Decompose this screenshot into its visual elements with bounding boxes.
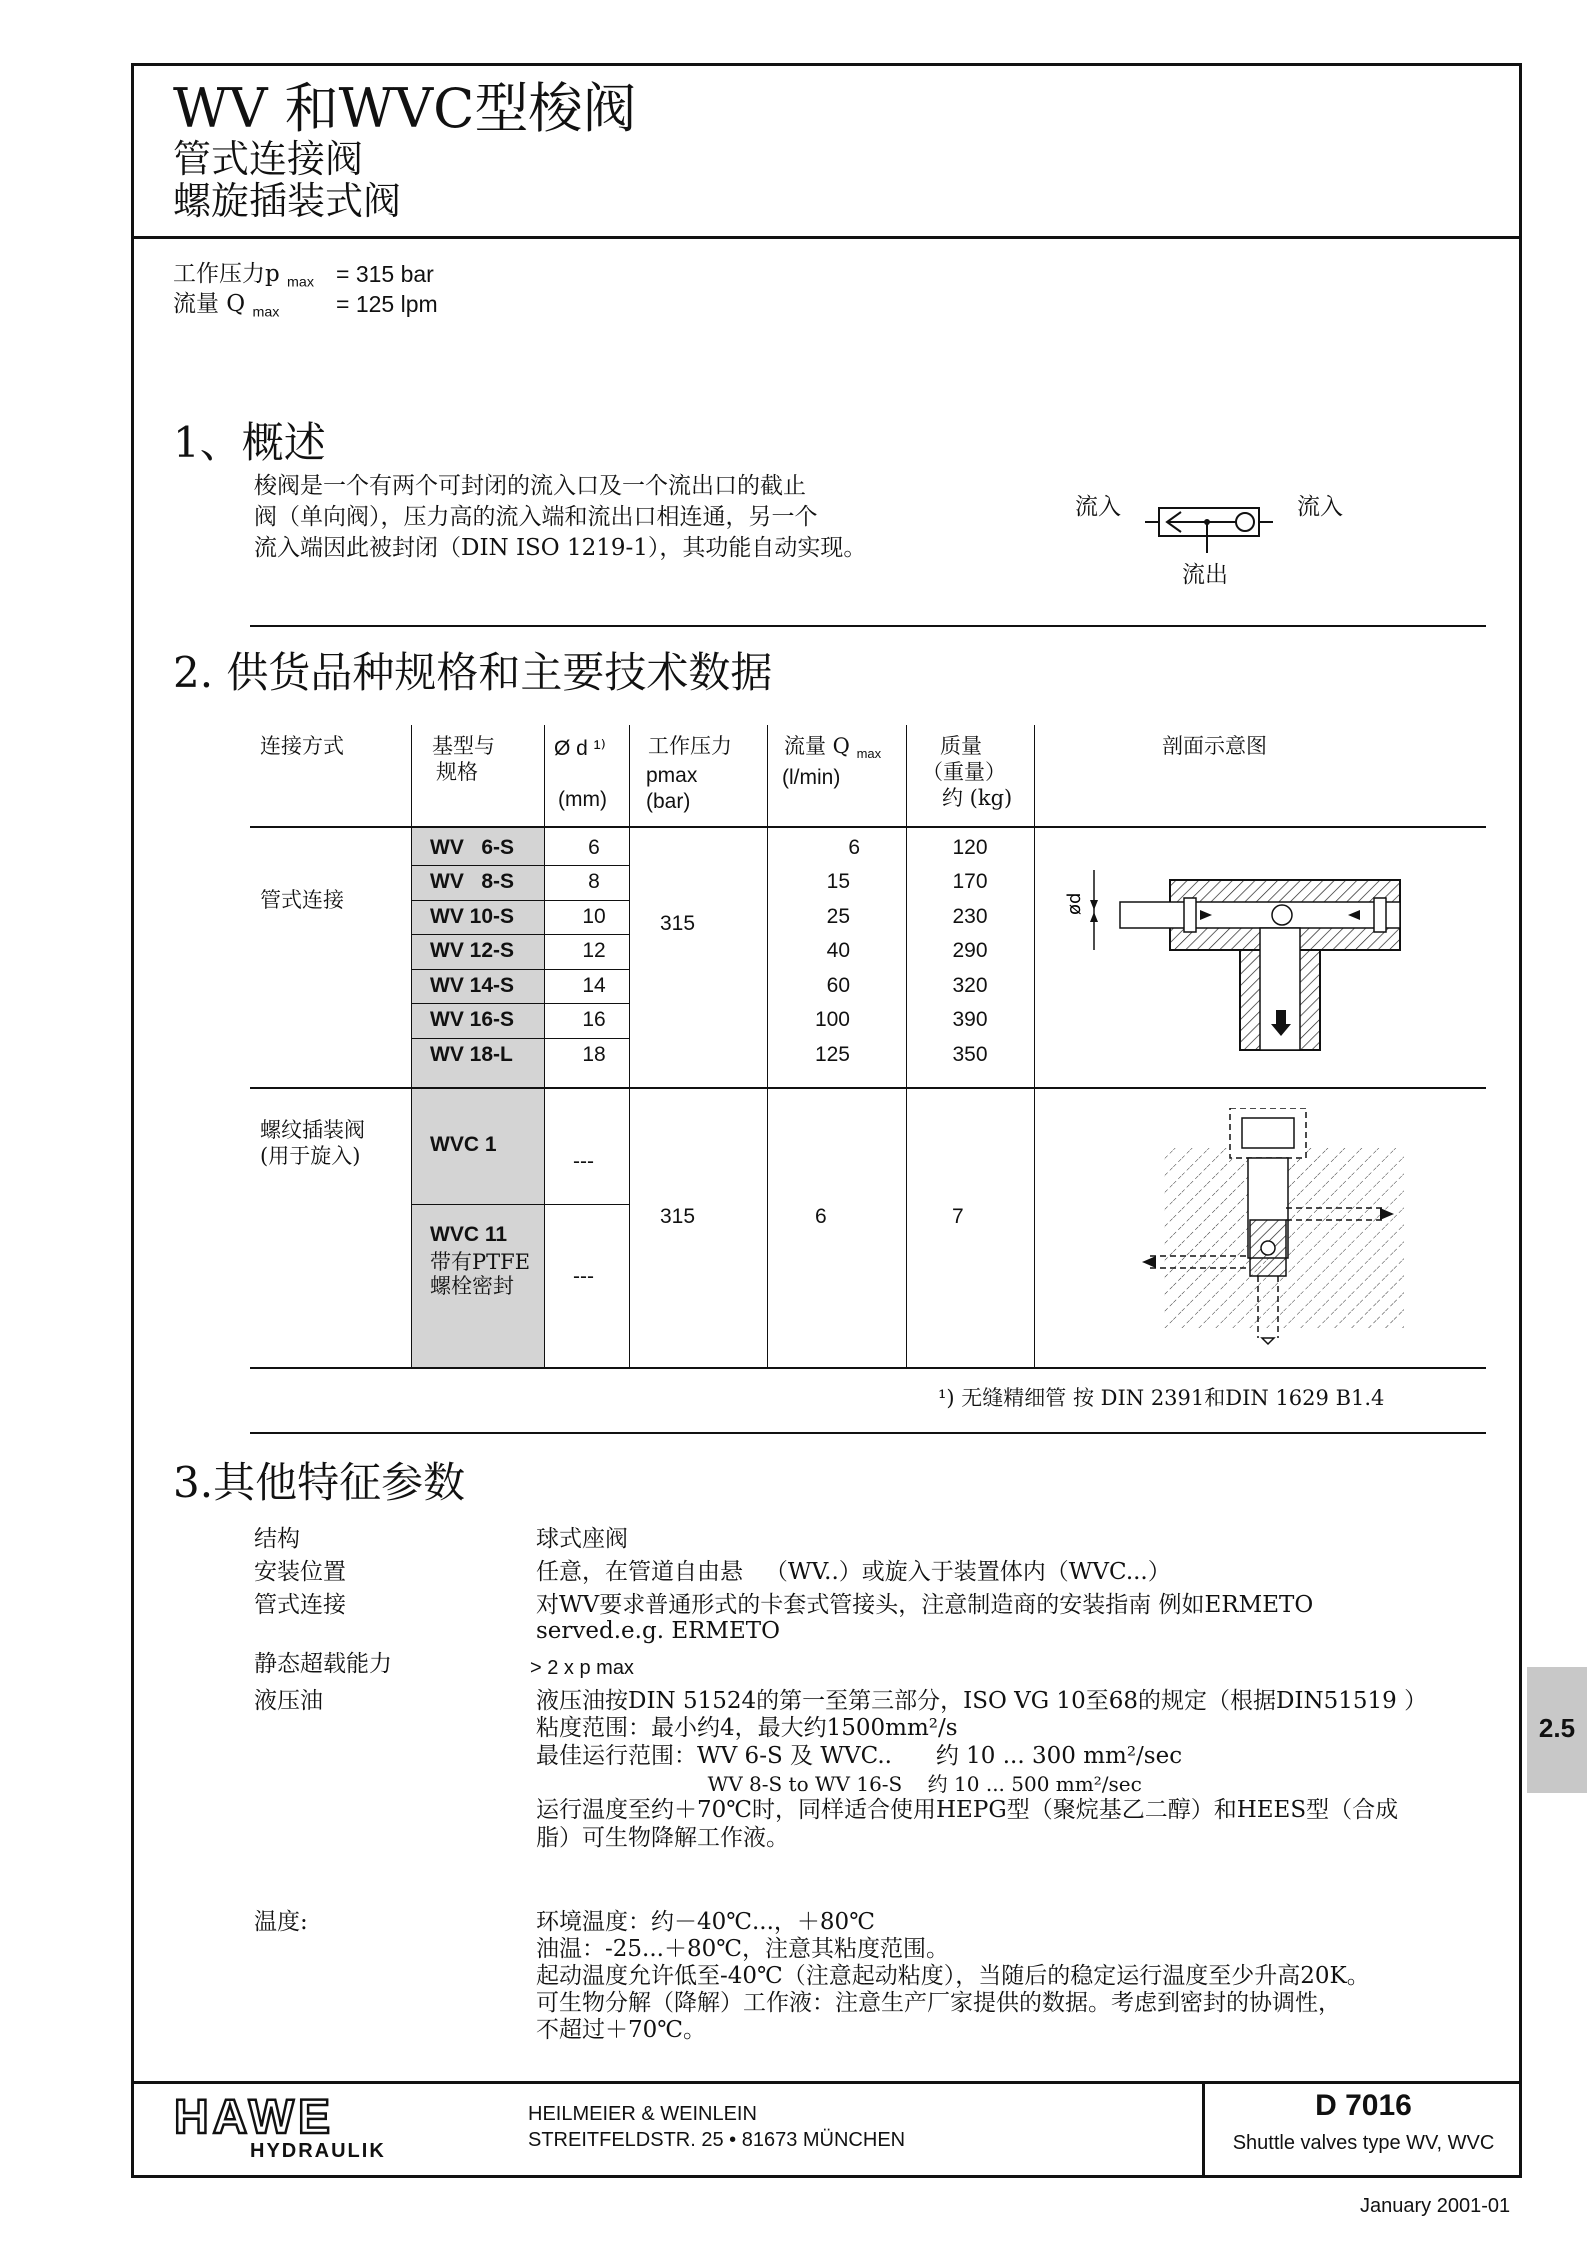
chapter-tab-label: 2.5: [1538, 1713, 1576, 1743]
cartridge-group-label-1: 螺纹插装阀: [260, 1118, 365, 1142]
th-flow-2: (l/min): [782, 766, 841, 789]
th-pressure-3: (bar): [646, 790, 691, 813]
cell-mass: 390: [952, 1008, 988, 1031]
spec-pressure-sub: max: [287, 274, 314, 291]
cell-type: WV 16-S: [430, 1008, 515, 1031]
param-label: 温度:: [254, 1909, 308, 1935]
th-type-2: 规格: [436, 760, 478, 784]
section2-rule: [250, 625, 1486, 627]
param-value: 起动温度允许低至-40℃（注意起动粘度），当随后的稳定运行温度至少升高20K。: [536, 1963, 1370, 1989]
page-subtitle-pipe: 管式连接阀: [173, 137, 364, 181]
th-d: Ø d ¹⁾: [554, 737, 606, 760]
param-label: 液压油: [254, 1688, 323, 1714]
cell-type: WV 18-L: [430, 1043, 513, 1066]
cell-type: WV 12-S: [430, 939, 515, 962]
row-rule: [412, 865, 630, 866]
param-value: 油温：-25...＋80℃，注意其粘度范围。: [536, 1936, 949, 1962]
cell-mass: 350: [952, 1043, 988, 1066]
cell-flow: 25: [826, 905, 850, 928]
table-footnote: ¹) 无缝精细管 按 DIN 2391和DIN 1629 B1.4: [938, 1386, 1385, 1410]
header-divider: [131, 236, 1522, 239]
hawe-logo-sub: HYDRAULIK: [250, 2140, 386, 2162]
param-value: 不超过＋70℃。: [536, 2017, 706, 2043]
cell-flow: 40: [826, 939, 850, 962]
spec-pressure-label: 工作压力p: [173, 261, 280, 287]
param-value: > 2 x p max: [530, 1657, 634, 1679]
col-rule-1: [411, 725, 412, 1368]
wvc11-d: ---: [573, 1265, 594, 1288]
th-flow-1: [784, 730, 881, 761]
footer-doc-number: D 7016: [1315, 2089, 1412, 2122]
wvc11-note-2: 螺栓密封: [430, 1274, 514, 1298]
od-label: ød: [1064, 892, 1085, 915]
symbol-outlet: 流出: [1182, 562, 1228, 588]
cell-d: 10: [582, 905, 606, 928]
param-value: 脂）可生物降解工作液。: [536, 1825, 789, 1851]
param-value: 运行温度至约＋70℃时，同样适合使用HEPG型（聚烷基乙二醇）和HEES型（合成: [536, 1797, 1399, 1823]
section1-heading: 1、概述: [173, 418, 326, 467]
pipe-valve-section-drawing: [1060, 860, 1440, 1060]
param-value: 任意，在管道自由悬 （WV..）或旋入于装置体内（WVC...）: [536, 1559, 1171, 1585]
col-rule-6: [1034, 725, 1035, 1368]
footer-doc-title: Shuttle valves type WV, WVC: [1232, 2132, 1495, 2154]
row-rule: [412, 1003, 630, 1004]
spec-flow-sub: max: [252, 304, 280, 321]
section1-line-3: 流入端因此被封闭（DIN ISO 1219-1），其功能自动实现。: [254, 535, 867, 561]
cell-flow: 6: [848, 836, 860, 859]
cell-d: 16: [582, 1008, 606, 1031]
symbol-inlet-left: 流入: [1075, 494, 1121, 520]
param-value: WV 8-S to WV 16-S 约 10 ... 500 mm²/sec: [536, 1772, 1142, 1796]
cell-d: 18: [582, 1043, 606, 1066]
row-rule: [412, 900, 630, 901]
row-rule: [412, 1038, 630, 1039]
cell-mass: 170: [952, 870, 988, 893]
th-mass-1: 质量: [940, 734, 982, 758]
cell-d: 14: [582, 974, 606, 997]
param-label: 管式连接: [254, 1592, 346, 1618]
th-mass-2: （重量）: [922, 760, 1006, 784]
th-type-1: 基型与: [432, 734, 495, 758]
th-flow-sub: max: [856, 746, 882, 762]
cell-type: WV 14-S: [430, 974, 515, 997]
th-mass-3: 约 (kg): [942, 786, 1013, 810]
cell-d: 8: [588, 870, 600, 893]
section2-heading: 2. 供货品种规格和主要技术数据: [173, 648, 773, 697]
spec-flow-label: 流量 Q: [173, 291, 246, 317]
param-value: 球式座阀: [536, 1526, 628, 1552]
wvc1-d: ---: [573, 1150, 594, 1173]
footer-divider: [131, 2081, 1522, 2084]
cell-flow: 100: [814, 1008, 850, 1031]
param-value: 液压油按DIN 51524的第一至第三部分，ISO VG 10至68的规定（根据DIN51519 ）: [536, 1688, 1428, 1714]
cell-mass: 320: [952, 974, 988, 997]
col-rule-5: [906, 725, 907, 1368]
cell-type: WV 10-S: [430, 905, 515, 928]
row-rule: [412, 969, 630, 970]
cell-flow: 125: [814, 1043, 850, 1066]
param-value: 对WV要求普通形式的卡套式管接头，注意制造商的安装指南 例如ERMETO: [536, 1592, 1314, 1618]
th-d-unit: (mm): [558, 788, 607, 811]
footer-company: HEILMEIER & WEINLEIN: [528, 2103, 757, 2125]
cell-type: WV 8-S: [430, 870, 515, 893]
hawe-logo-wordmark: HAWE: [174, 2091, 334, 2144]
cartridge-mass: 7: [952, 1205, 964, 1228]
cartridge-group-label-2: (用于旋入): [260, 1144, 361, 1168]
cell-mass: 120: [952, 836, 988, 859]
chapter-tab: [1527, 1667, 1587, 1793]
table-group-rule: [250, 1087, 1486, 1089]
shuttle-valve-symbol: [1145, 498, 1275, 558]
th-pressure-2: pmax: [646, 764, 698, 787]
col-rule-4: [767, 725, 768, 1368]
pipe-group-label: 管式连接: [260, 888, 344, 912]
th-pressure-1: 工作压力: [648, 734, 732, 758]
param-value: served.e.g. ERMETO: [536, 1618, 780, 1644]
hawe-logo: [174, 2091, 386, 2163]
wvc11-note-1: 带有PTFE: [430, 1250, 531, 1274]
param-value: 环境温度：约－40℃...，＋80℃: [536, 1909, 875, 1935]
table-bottom-rule: [250, 1367, 1486, 1369]
page-subtitle-cartridge: 螺旋插装式阀: [173, 179, 402, 223]
pipe-group-pressure: 315: [660, 912, 696, 935]
cell-d: 6: [588, 836, 600, 859]
th-flow-label: 流量 Q: [784, 734, 850, 758]
section1-line-1: 梭阀是一个有两个可封闭的流入口及一个流出口的截止: [254, 473, 806, 499]
param-value: 最佳运行范围：WV 6-S 及 WVC.. 约 10 ... 300 mm²/sec: [536, 1743, 1183, 1769]
cell-mass: 230: [952, 905, 988, 928]
cartridge-valve-section-drawing: [1130, 1108, 1430, 1358]
cell-type: WV 6-S: [430, 836, 515, 859]
wvc1-type: WVC 1: [430, 1133, 497, 1156]
th-connection: 连接方式: [260, 734, 344, 758]
wvc-row-rule: [412, 1204, 630, 1205]
param-value: 可生物分解（降解）工作液：注意生产厂家提供的数据。考虑到密封的协调性，: [536, 1990, 1341, 2016]
cell-d: 12: [582, 939, 606, 962]
table-header-rule: [250, 826, 1486, 828]
page-title: WV 和WVC型梭阀: [173, 77, 637, 140]
col-rule-3: [629, 725, 630, 1368]
section3-heading: 3.其他特征参数: [173, 1458, 466, 1507]
row-rule: [412, 934, 630, 935]
cartridge-pressure: 315: [660, 1205, 696, 1228]
section1-line-2: 阀（单向阀），压力高的流入端和流出口相连通，另一个: [254, 504, 818, 530]
cell-flow: 15: [826, 870, 850, 893]
section3-rule: [250, 1432, 1486, 1434]
cell-flow: 60: [826, 974, 850, 997]
param-label: 结构: [254, 1526, 300, 1552]
cell-mass: 290: [952, 939, 988, 962]
col-rule-2: [544, 725, 545, 1368]
spec-pressure-value: = 315 bar: [336, 261, 434, 287]
spec-flow-value: = 125 lpm: [336, 291, 438, 317]
footer-date: January 2001-01: [1360, 2195, 1511, 2217]
param-label: 安装位置: [254, 1559, 346, 1585]
symbol-inlet-right: 流入: [1297, 494, 1343, 520]
param-value: 粘度范围：最小约4，最大约1500mm²/s: [536, 1715, 958, 1741]
param-label: 静态超载能力: [254, 1651, 392, 1677]
footer-address: STREITFELDSTR. 25 • 81673 MÜNCHEN: [528, 2129, 906, 2151]
cartridge-flow: 6: [815, 1205, 827, 1228]
th-section-view: 剖面示意图: [1162, 734, 1267, 758]
spec-flow: [173, 288, 279, 329]
wvc11-type: WVC 11: [430, 1223, 508, 1246]
